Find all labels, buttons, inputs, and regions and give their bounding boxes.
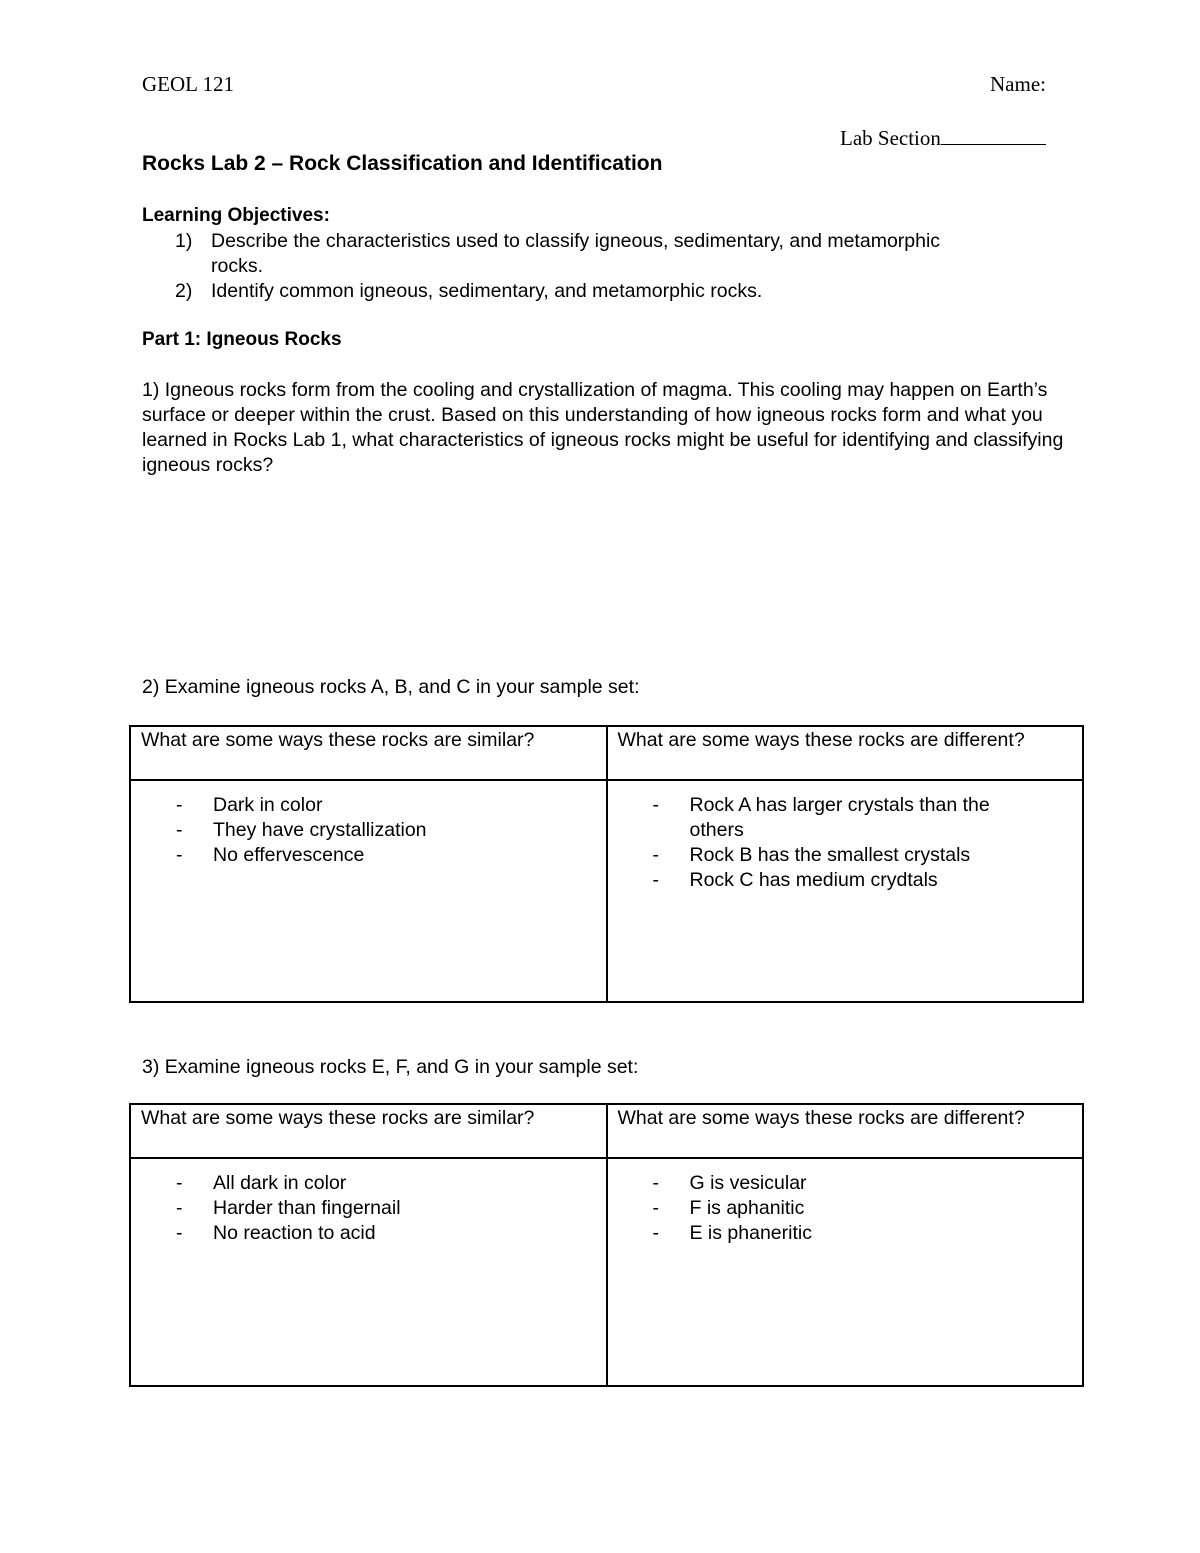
list-item: - Rock C has medium crydtals <box>608 868 1083 893</box>
similar-answer-cell[interactable] <box>130 780 607 1002</box>
question-2-table <box>129 725 1084 1003</box>
different-header-cell <box>607 726 1084 780</box>
list-item: - F is aphanitic <box>608 1196 1083 1221</box>
list-item: - All dark in color <box>131 1171 606 1196</box>
objective-text: Describe the characteristics used to classify igneous, sedimentary, and metamorphic <box>211 230 941 252</box>
question-1: 1) Igneous rocks form from the cooling and crystallization of magma. This cooling may happen on Earth’s surface or deeper within the crust. Based on this understanding of how igneous rocks form and what you learned in Rocks Lab 1, what characteristics of igneous rocks might be useful for identifying and classifying igneous rocks? <box>142 379 1064 476</box>
list-item: - Rock A has larger crystals than the others <box>608 793 1083 843</box>
list-item: - They have crystallization <box>131 818 606 843</box>
lab-section-blank <box>941 126 1046 145</box>
objective-item <box>175 229 940 279</box>
learning-objectives-heading: Learning Objectives: <box>142 205 330 226</box>
name-label: Name: <box>990 72 1046 96</box>
different-header-cell <box>607 1104 1084 1158</box>
objective-text: Identify common igneous, sedimentary, and metamorphic rocks. <box>211 280 763 302</box>
lab-section-label: Lab Section <box>840 126 941 150</box>
list-item: - No reaction to acid <box>131 1221 606 1246</box>
course-code: GEOL 121 <box>142 72 234 96</box>
similar-answer-cell[interactable] <box>130 1158 607 1386</box>
objective-item <box>175 279 762 304</box>
different-list <box>608 1171 1083 1246</box>
similar-header: What are some ways these rocks are similar? <box>141 1107 535 1129</box>
objective-text-continued: rocks. <box>211 255 264 277</box>
different-header: What are some ways these rocks are different? <box>617 729 1025 751</box>
different-answer-cell[interactable] <box>607 780 1084 1002</box>
objective-number: 2) <box>175 280 193 302</box>
different-header: What are some ways these rocks are different? <box>617 1107 1025 1129</box>
list-item: - Harder than fingernail <box>131 1196 606 1221</box>
part1-heading: Part 1: Igneous Rocks <box>142 329 342 350</box>
lab-section-field <box>840 126 1046 151</box>
page-title: Rocks Lab 2 – Rock Classification and Identification <box>142 152 663 175</box>
list-item: - Rock B has the smallest crystals <box>608 843 1083 868</box>
similar-header: What are some ways these rocks are similar? <box>141 729 535 751</box>
question-3-prompt: 3) Examine igneous rocks E, F, and G in your sample set: <box>142 1056 639 1078</box>
similar-header-cell <box>130 726 607 780</box>
similar-list <box>131 1171 606 1246</box>
objective-number: 1) <box>175 230 193 252</box>
question-2-prompt: 2) Examine igneous rocks A, B, and C in your sample set: <box>142 676 640 698</box>
similar-list <box>131 793 606 868</box>
list-item: - No effervescence <box>131 843 606 868</box>
question-3-table <box>129 1103 1084 1387</box>
list-item: - Dark in color <box>131 793 606 818</box>
different-list <box>608 793 1083 893</box>
list-item: - G is vesicular <box>608 1171 1083 1196</box>
list-item: - E is phaneritic <box>608 1221 1083 1246</box>
different-answer-cell[interactable] <box>607 1158 1084 1386</box>
similar-header-cell <box>130 1104 607 1158</box>
